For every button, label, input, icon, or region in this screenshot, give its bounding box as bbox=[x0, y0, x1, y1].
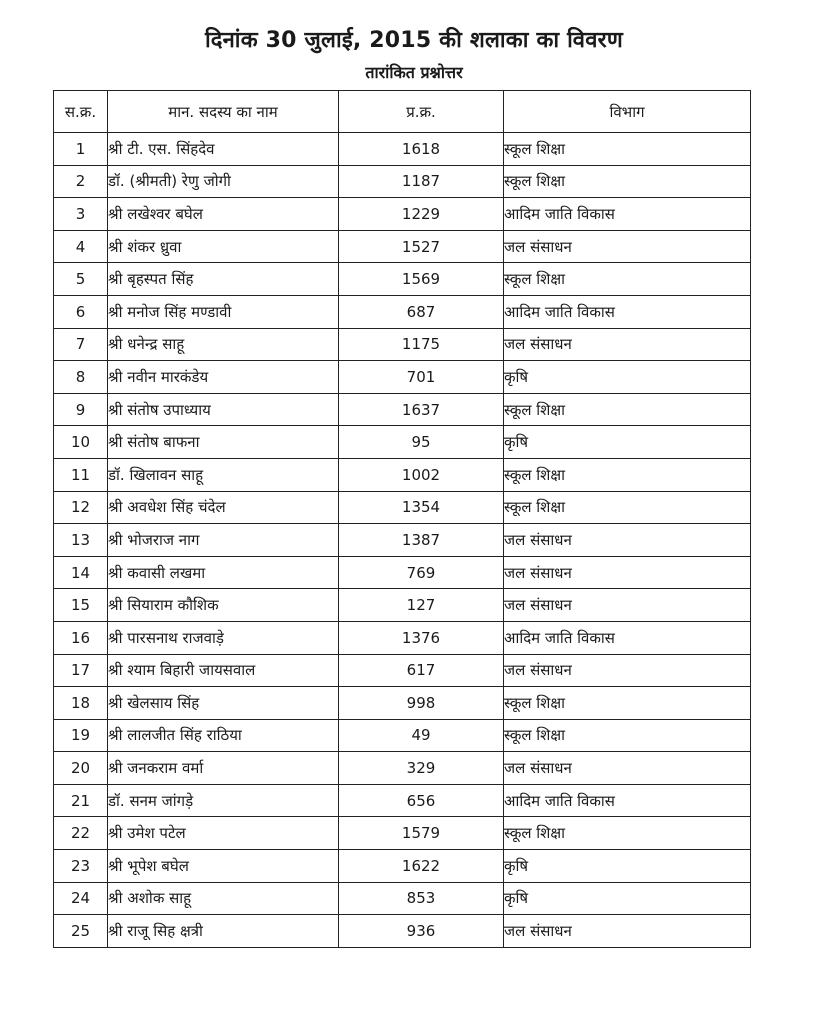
header-serial: स.क्र. bbox=[54, 91, 108, 133]
department-cell: आदिम जाति विकास bbox=[504, 621, 751, 654]
members-questions-table bbox=[53, 90, 751, 948]
department-cell: स्कूल शिक्षा bbox=[504, 458, 751, 491]
department-cell: स्कूल शिक्षा bbox=[504, 491, 751, 524]
department-cell: कृषि bbox=[504, 361, 751, 394]
serial-cell: 18 bbox=[54, 687, 108, 720]
department-cell: जल संसाधन bbox=[504, 328, 751, 361]
table-row bbox=[54, 556, 751, 589]
member-name-cell: श्री पारसनाथ राजवाड़े bbox=[108, 621, 339, 654]
department-cell: जल संसाधन bbox=[504, 654, 751, 687]
serial-cell: 15 bbox=[54, 589, 108, 622]
department-cell: स्कूल शिक्षा bbox=[504, 263, 751, 296]
member-name-cell: श्री भोजराज नाग bbox=[108, 524, 339, 557]
member-name-cell: श्री कवासी लखमा bbox=[108, 556, 339, 589]
member-name-cell: श्री भूपेश बघेल bbox=[108, 850, 339, 883]
table-row bbox=[54, 784, 751, 817]
table-row bbox=[54, 198, 751, 231]
member-name-cell: डॉ. सनम जांगड़े bbox=[108, 784, 339, 817]
department-cell: जल संसाधन bbox=[504, 230, 751, 263]
department-cell: जल संसाधन bbox=[504, 589, 751, 622]
question-no-cell: 617 bbox=[339, 654, 504, 687]
serial-cell: 12 bbox=[54, 491, 108, 524]
table-row bbox=[54, 328, 751, 361]
serial-cell: 19 bbox=[54, 719, 108, 752]
question-no-cell: 1002 bbox=[339, 458, 504, 491]
department-cell: जल संसाधन bbox=[504, 752, 751, 785]
department-cell: कृषि bbox=[504, 882, 751, 915]
department-cell: कृषि bbox=[504, 426, 751, 459]
serial-cell: 11 bbox=[54, 458, 108, 491]
department-cell: आदिम जाति विकास bbox=[504, 784, 751, 817]
question-no-cell: 95 bbox=[339, 426, 504, 459]
serial-cell: 6 bbox=[54, 295, 108, 328]
serial-cell: 3 bbox=[54, 198, 108, 231]
member-name-cell: श्री धनेन्द्र साहू bbox=[108, 328, 339, 361]
question-no-cell: 936 bbox=[339, 915, 504, 948]
question-no-cell: 127 bbox=[339, 589, 504, 622]
department-cell: जल संसाधन bbox=[504, 915, 751, 948]
member-name-cell: श्री जनकराम वर्मा bbox=[108, 752, 339, 785]
question-no-cell: 1175 bbox=[339, 328, 504, 361]
member-name-cell: श्री खेलसाय सिंह bbox=[108, 687, 339, 720]
serial-cell: 4 bbox=[54, 230, 108, 263]
member-name-cell: श्री नवीन मारकंडेय bbox=[108, 361, 339, 394]
member-name-cell: श्री राजू सिह क्षत्री bbox=[108, 915, 339, 948]
question-no-cell: 1229 bbox=[339, 198, 504, 231]
serial-cell: 22 bbox=[54, 817, 108, 850]
question-no-cell: 1579 bbox=[339, 817, 504, 850]
member-name-cell: श्री अवधेश सिंह चंदेल bbox=[108, 491, 339, 524]
member-name-cell: श्री संतोष बाफना bbox=[108, 426, 339, 459]
table-row bbox=[54, 850, 751, 883]
question-no-cell: 1376 bbox=[339, 621, 504, 654]
header-department: विभाग bbox=[504, 91, 751, 133]
question-no-cell: 1187 bbox=[339, 165, 504, 198]
member-name-cell: श्री शंकर ध्रुवा bbox=[108, 230, 339, 263]
table-row bbox=[54, 491, 751, 524]
serial-cell: 24 bbox=[54, 882, 108, 915]
department-cell: स्कूल शिक्षा bbox=[504, 165, 751, 198]
table-row bbox=[54, 230, 751, 263]
question-no-cell: 49 bbox=[339, 719, 504, 752]
department-cell: कृषि bbox=[504, 850, 751, 883]
table-row bbox=[54, 458, 751, 491]
header-row bbox=[54, 91, 751, 133]
table-row bbox=[54, 263, 751, 296]
table-row bbox=[54, 654, 751, 687]
department-cell: स्कूल शिक्षा bbox=[504, 133, 751, 166]
table-row bbox=[54, 719, 751, 752]
department-cell: जल संसाधन bbox=[504, 524, 751, 557]
department-cell: आदिम जाति विकास bbox=[504, 295, 751, 328]
page-subtitle: तारांकित प्रश्नोत्तर bbox=[365, 63, 463, 82]
member-name-cell: श्री बृहस्पत सिंह bbox=[108, 263, 339, 296]
member-name-cell: श्री टी. एस. सिंहदेव bbox=[108, 133, 339, 166]
question-no-cell: 1354 bbox=[339, 491, 504, 524]
department-cell: स्कूल शिक्षा bbox=[504, 719, 751, 752]
question-no-cell: 1618 bbox=[339, 133, 504, 166]
table-row bbox=[54, 915, 751, 948]
table-row bbox=[54, 687, 751, 720]
table-row bbox=[54, 524, 751, 557]
table-row bbox=[54, 752, 751, 785]
serial-cell: 2 bbox=[54, 165, 108, 198]
table-row bbox=[54, 361, 751, 394]
member-name-cell: श्री मनोज सिंह मण्डावी bbox=[108, 295, 339, 328]
serial-cell: 7 bbox=[54, 328, 108, 361]
department-cell: स्कूल शिक्षा bbox=[504, 393, 751, 426]
member-name-cell: श्री संतोष उपाध्याय bbox=[108, 393, 339, 426]
question-no-cell: 687 bbox=[339, 295, 504, 328]
member-name-cell: डॉ. (श्रीमती) रेणु जोगी bbox=[108, 165, 339, 198]
question-no-cell: 656 bbox=[339, 784, 504, 817]
table-row bbox=[54, 882, 751, 915]
serial-cell: 16 bbox=[54, 621, 108, 654]
question-no-cell: 769 bbox=[339, 556, 504, 589]
table-row bbox=[54, 295, 751, 328]
department-cell: स्कूल शिक्षा bbox=[504, 817, 751, 850]
department-cell: आदिम जाति विकास bbox=[504, 198, 751, 231]
serial-cell: 13 bbox=[54, 524, 108, 557]
serial-cell: 17 bbox=[54, 654, 108, 687]
serial-cell: 21 bbox=[54, 784, 108, 817]
serial-cell: 23 bbox=[54, 850, 108, 883]
header-member-name: मान. सदस्य का नाम bbox=[108, 91, 339, 133]
member-name-cell: श्री लालजीत सिंह राठिया bbox=[108, 719, 339, 752]
member-name-cell: श्री सियाराम कौशिक bbox=[108, 589, 339, 622]
table-row bbox=[54, 393, 751, 426]
question-no-cell: 853 bbox=[339, 882, 504, 915]
member-name-cell: श्री उमेश पटेल bbox=[108, 817, 339, 850]
member-name-cell: डॉ. खिलावन साहू bbox=[108, 458, 339, 491]
serial-cell: 14 bbox=[54, 556, 108, 589]
question-no-cell: 1527 bbox=[339, 230, 504, 263]
question-no-cell: 1569 bbox=[339, 263, 504, 296]
serial-cell: 1 bbox=[54, 133, 108, 166]
member-name-cell: श्री लखेश्वर बघेल bbox=[108, 198, 339, 231]
serial-cell: 20 bbox=[54, 752, 108, 785]
serial-cell: 10 bbox=[54, 426, 108, 459]
serial-cell: 25 bbox=[54, 915, 108, 948]
department-cell: जल संसाधन bbox=[504, 556, 751, 589]
table-header bbox=[54, 91, 751, 133]
table-row bbox=[54, 621, 751, 654]
page-title: दिनांक 30 जुलाई, 2015 की शलाका का विवरण bbox=[205, 28, 623, 53]
table-body bbox=[54, 133, 751, 948]
table-row bbox=[54, 426, 751, 459]
question-no-cell: 998 bbox=[339, 687, 504, 720]
member-name-cell: श्री अशोक साहू bbox=[108, 882, 339, 915]
question-no-cell: 1387 bbox=[339, 524, 504, 557]
serial-cell: 5 bbox=[54, 263, 108, 296]
serial-cell: 9 bbox=[54, 393, 108, 426]
header-question-no: प्र.क्र. bbox=[339, 91, 504, 133]
table-row bbox=[54, 817, 751, 850]
member-name-cell: श्री श्याम बिहारी जायसवाल bbox=[108, 654, 339, 687]
department-cell: स्कूल शिक्षा bbox=[504, 687, 751, 720]
question-no-cell: 329 bbox=[339, 752, 504, 785]
table-row bbox=[54, 165, 751, 198]
question-no-cell: 1622 bbox=[339, 850, 504, 883]
serial-cell: 8 bbox=[54, 361, 108, 394]
question-no-cell: 701 bbox=[339, 361, 504, 394]
question-no-cell: 1637 bbox=[339, 393, 504, 426]
table-row bbox=[54, 133, 751, 166]
table-row bbox=[54, 589, 751, 622]
